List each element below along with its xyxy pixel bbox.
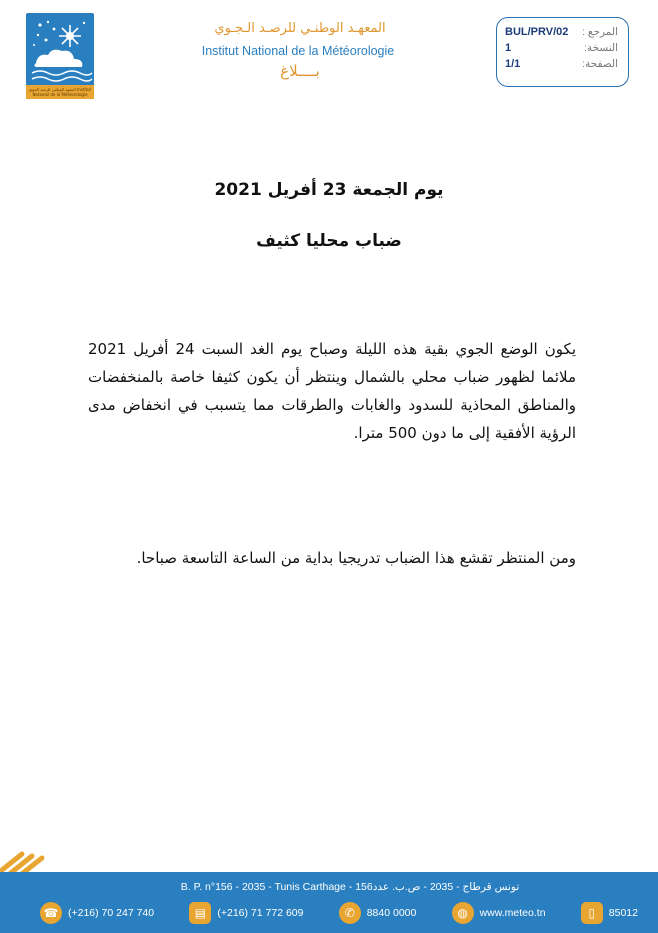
bulletin-paragraph-1: يكون الوضع الجوي بقية هذه الليلة وصباح يوم الغد السبت 24 أفريل 2021 ملائما لظهور ضباب محلي بالشمال وينتظر أن يكون كثيفا خاصة بالمنخفضات والمناطق المحاذية للسدود والغابات والطرقات مما يتسبب في انخفاض مدى الرؤية الأفقية إلى ما دون 500 مترا. [88, 340, 576, 442]
contact-fax [189, 902, 303, 924]
sms-number: 85012 [608, 907, 638, 919]
inm-logo-icon [26, 13, 94, 99]
contact-phone [40, 902, 154, 924]
contact-website [452, 902, 546, 924]
institute-name-arabic: المعهـد الوطنـي للرصـد الـجـوي [214, 21, 386, 36]
mobile-icon: ▯ [581, 902, 603, 924]
contact-hotline [339, 902, 417, 924]
page-row [505, 58, 618, 74]
bulletin-paragraph-2: ومن المنتظر تقشع هذا الضباب تدريجيا بداية من الساعة التاسعة صباحا. [136, 549, 576, 567]
institute-name-french: Institut National de la Météorologie [201, 44, 395, 58]
globe-icon: ◍ [452, 902, 474, 924]
website-link[interactable]: www.meteo.tn [479, 907, 546, 919]
page-label: الصفحة: [582, 58, 618, 70]
footer [0, 872, 658, 933]
reference-value: BUL/PRV/02 [505, 26, 569, 38]
fax-number: (+216) 71 772 609 [217, 907, 304, 919]
bulletin-date: يوم الجمعة 23 أفريل 2021 [214, 180, 444, 200]
reference-row [505, 26, 618, 42]
contact-sms [581, 902, 638, 924]
copy-value: 1 [505, 42, 512, 54]
page-value: 1/1 [505, 58, 521, 70]
bulletin-title: ضباب محليا كثيف [256, 231, 402, 251]
phone-number: (+216) 70 247 740 [68, 907, 155, 919]
footer-address: B. P. n°156 - 2035 - Tunis Carthage - تونس قرطاج - 2035 - ص.ب. عدد156 [180, 881, 520, 893]
footer-contacts [40, 902, 638, 924]
reference-label: المرجع : [582, 26, 618, 38]
copy-label: النسخة: [584, 42, 618, 54]
logo-caption: المعهد الوطني للرصد الجوي Institut National de la Météorologie [28, 87, 92, 97]
reference-box [496, 17, 629, 87]
hotline-icon: ✆ [339, 902, 361, 924]
document-type: بــــلاغ [280, 62, 320, 80]
copy-row [505, 42, 618, 58]
hotline-number: 8840 0000 [366, 907, 417, 919]
logo-band [26, 85, 94, 99]
fax-icon: ▤ [189, 902, 211, 924]
phone-icon: ☎ [40, 902, 62, 924]
